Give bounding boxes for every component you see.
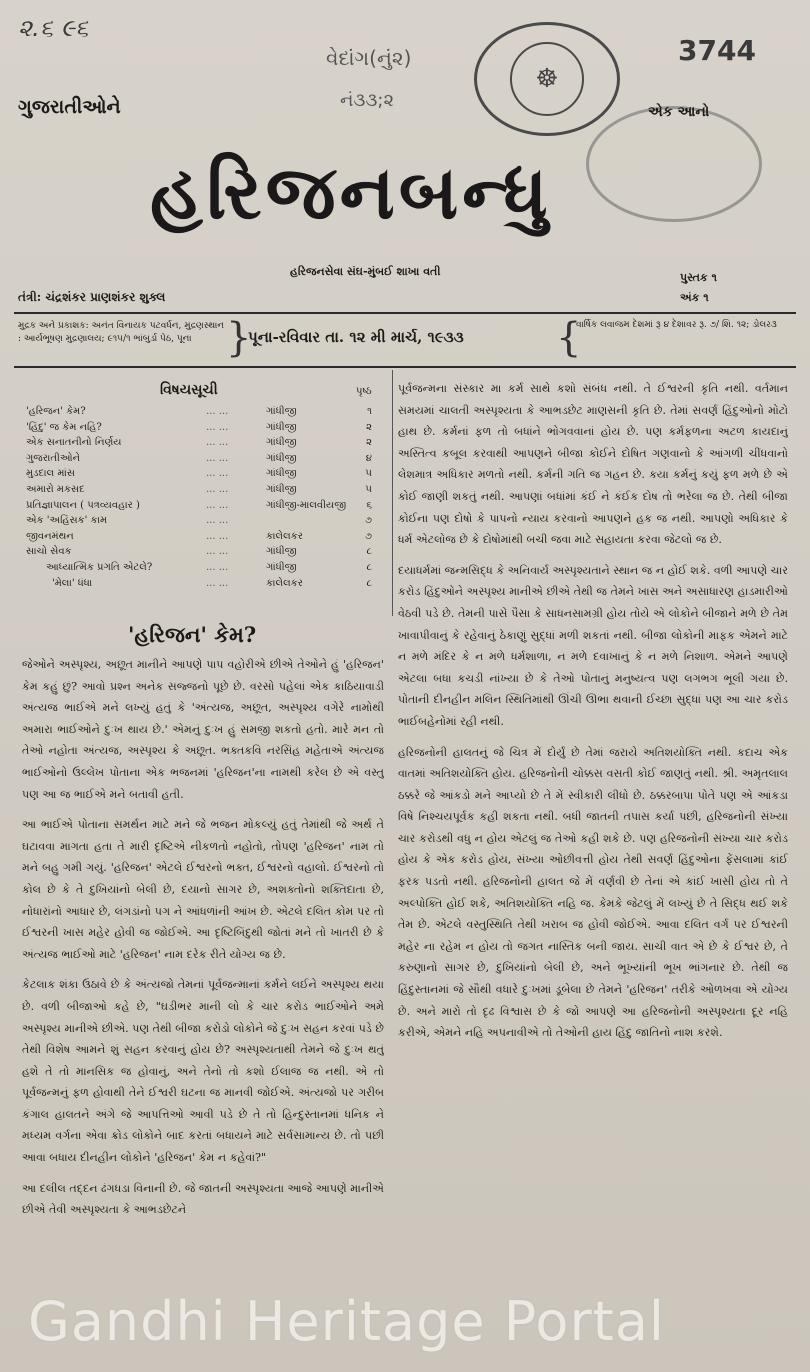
- brace-right: {: [556, 315, 582, 361]
- toc-dots: ... ...: [206, 530, 229, 542]
- toc-row: [26, 498, 372, 514]
- article-paragraph: દયાધર્મમાં જન્મસિદ્ધ કે અનિવાર્ય અસ્પૃશ્યતાને સ્થાન જ ન હોઈ શકે. વળી આપણે ચાર કરોડ હિંદુઓને અસ્પૃશ્ય માનીએ છીએ તેથી જ તેમને ખાસ અને અસાધારણ હાડમારીઓ વેઠવી પડે છે. તેમની પાસે પૈસા કે સાધનસામગ્રી હોય તોયે એ લોકોને બીજાને મળે છે તેમ ખાવાપીવાનું કે રહેવાનું ઠેકાણું સુદ્ધાં મળી શકતાં નથી. બીજા લોકોની માફક એમને માટે ન મળે મંદિર કે ન મળે ધર્મશાળા, ન મળે દવાખાનું કે ન મળે નિશાળ. એમને આપણે એટલા બધા કચડી નાંખ્યા છે કે તેઓ પોતાનું મનુષ્યત્વ પણ લગભગ ભૂલી ગયા છે. પોતાની દીનહીન મલિન સ્થિતિમાંથી ઊંચી ઊભા થવાની ઈચ્છા સુદ્ધાં પણ આ ચાર કરોડ ભાઈબહેનોમાં રહી નથી.: [398, 563, 788, 728]
- watermark: Gandhi Heritage Portal: [28, 1290, 665, 1353]
- toc-author: ગાંધીજી: [266, 546, 297, 558]
- toc-row: [26, 482, 372, 498]
- toc-author: ગાંધીજી: [266, 452, 297, 464]
- toc-author: ગાંધીજી: [266, 437, 297, 449]
- toc-row: [26, 451, 372, 467]
- toc-title: આધ્યાત્મિક પ્રગતિ એટલે?: [46, 561, 153, 573]
- toc-title: એક 'અહિંસક' કામ: [26, 515, 108, 527]
- toc-dots: ... ...: [206, 437, 229, 449]
- toc-heading: વિષયસૂચી: [160, 382, 218, 398]
- toc-row: [26, 466, 372, 482]
- toc-page: ૬: [366, 499, 372, 511]
- column-divider: [392, 370, 393, 616]
- toc-page: ૮: [366, 546, 372, 558]
- toc-title: 'હરિજન' કેમ?: [26, 406, 86, 417]
- toc-dots: ... ...: [206, 546, 229, 558]
- toc-page: ૪: [365, 452, 372, 464]
- article-paragraph: આ દલીલ તદ્દન ઢંગધડા વિનાની છે. જે જાતની અસ્પૃશ્યતા આજે આપણે માનીએ છીએ તેવી અસ્પૃશ્યતા કે આભડછેટને: [22, 1181, 384, 1217]
- toc-page: ૮: [366, 577, 372, 589]
- toc-dots: ... ...: [206, 468, 229, 480]
- handwritten-ref-number: 3744: [678, 34, 756, 67]
- toc-author: ગાંધીજી: [266, 406, 297, 417]
- brace-left: }: [226, 315, 252, 361]
- article-paragraph: પૂર્વજન્મના સંસ્કાર મા કર્મ સાથે કશો સંબંધ નથી. તે ઈશ્વરની કૃતિ નથી. વર્તમાન સમયમાં ચાલતી અસ્પૃશ્યતા કે આભડછેટ માણસની કૃતિ છે. તેમાં સવર્ણ હિંદુઓનો મોટો હાથ છે. કર્મનાં ફળ તો બધાંને ભોગવવાનાં હોય છે. પણ કર્મફળના અટળ કાયદાનું અસ્તિત્વ કબૂલ કરવાથી આપણને બીજા કોઈને દોષિત ગણવાનો કે આંગળી ચીંધવાનો લેશમાત્ર અધિકાર મળતો નથી. કર્મની ગતિ જ ગહન છે. કયા કર્મનું કયું ફળ મળે છે એ કોઈ જાણી શકતું નથી. આપણાં બધાંમાં કંઈ ને કંઈક દોષ તો ભરેલા જ છે. તેથી બીજા કોઈના પણ દોષો કે પાપનો ન્યાય કરવાનો આપણને હક જ નથી. આપણો અધિકાર કે ધર્મ એટલોજ છે કે દોષોમાંથી બચી જવા માટે સહાયતા કરવા જેટલો જ છે.: [398, 382, 788, 547]
- header-rule-bottom: [14, 366, 796, 368]
- toc-page: ૫: [365, 468, 372, 480]
- subscription-info: વાર્ષિક લવાજમ દેશમાં રૂ ૪ દેશાવર રૂ. ૭/ શિ. ૧૨; ડોલર૩: [576, 320, 777, 330]
- toc-author: કાલેલકર: [266, 577, 303, 589]
- toc-dots: ... ...: [206, 499, 229, 511]
- printer-info: મુદ્રક અને પ્રકાશક: અનંત વિનાયક પટવર્ધન, મુદ્રણસ્થાન : આર્યભૂષણ મુદ્રણાલય; ૯૧૫/૧ ભાંબુર્ડા પેઠ, પૂના: [18, 321, 225, 344]
- toc-page: ૨: [366, 421, 372, 433]
- toc-author: ગાંધીજી: [266, 468, 297, 480]
- toc-title: સાચો સેવક: [26, 546, 72, 558]
- dateline: પૂના-રવિવાર તા. ૧૨ મી માર્ચ, ૧૯૩૩: [248, 328, 464, 346]
- article-paragraph: આ ભાઈએ પોતાના સમર્થન માટે મને જે ભજન મોકલ્યું હતું તેમાંથી જે અર્થ તે ઘટાવવા માગતા હતા તે મારી દૃષ્ટિએ નીકળતો નહોતો, તોપણ 'હરિજન' નામ તો મને બહુ ગમી ગયું. 'હરિજન' એટલે ઈશ્વરનો ભક્ત, ઈશ્વરનો વહાલો. ઈશ્વરનો તો કોલ છે કે તે દુખિયાંનો બેલી છે, દયાનો સાગર છે, અશક્તોનો શક્તિદાતા છે, નોધારાંનો આધાર છે, લંગડાંનો પગ ને આંધળાંની આંખ છે. એટલે દલિત કોમ પર તો ઈશ્વરની ખાસ મહેર હોવી જ જોઈએ. આ દૃષ્ટિબિંદુથી જોતાં મને તો ખાતરી છે કે અંત્યજ ભાઈઓ માટે 'હરિજન' નામ દરેક રીતે યોગ્ય જ છે.: [22, 818, 384, 961]
- handwritten-ref-mid-1: વેદાંગ(નું૨): [326, 46, 412, 70]
- toc-title: પ્રતિજ્ઞાપાલન ( પત્રવ્યવહાર ): [26, 499, 140, 511]
- toc-title: 'હિંદુ' જ કેમ નહિ?: [26, 421, 102, 433]
- toc-author: ગાંધીજી-માલવીયજી: [266, 499, 347, 511]
- toc-row: [26, 513, 372, 529]
- toc-row: [26, 560, 372, 576]
- issue-label: અંક ૧: [680, 291, 709, 304]
- toc-row: [26, 529, 372, 545]
- toc-author: કાલેલકર: [266, 530, 303, 542]
- article-paragraph: જેઓને અસ્પૃશ્ય, અછૂત માનીને આપણે પાપ વહોરીએ છીએ તેઓને હું 'હરિજન' કેમ કહું છું? આવો પ્રશ્ન અનેક સજ્જનો પૂછે છે. વરસો પહેલાં એક કાઠિયાવાડી અંત્યજ ભાઈએ મને લખ્યું હતું કે 'અંત્યજ, અછૂત, અસ્પૃશ્ય વગેરે નામોથી અમારા ભાઈઓને દુઃખ થાય છે.' એમનું દુઃખ હું સમજી શકતો હતો. મારે મન તો તેઓ નહોતા અંત્યજ, અસ્પૃશ્ય કે અછૂત. ભક્તકવિ નરસિંહ મહેતાએ અંત્યજ ભાઈઓનો ઉલ્લેખ પોતાના એક ભજનમાં 'હરિજન'ના નામથી કરેલ છે એ વસ્તુ પણ આ જ ભાઈએ મને બતાવી હતી.: [22, 658, 384, 801]
- masthead-title: હરિજનબન્ધુ: [150, 150, 552, 236]
- article-left-column: [22, 654, 384, 1286]
- toc-page: ૫: [365, 483, 372, 495]
- article-right-column: [398, 378, 788, 1286]
- toc-row: [26, 435, 372, 451]
- toc-title: અમારો મકસદ: [26, 483, 85, 495]
- toc-dots: ... ...: [206, 421, 229, 433]
- toc-page: ૧: [367, 406, 372, 417]
- toc-row: [26, 544, 372, 560]
- article-paragraph: કેટલાક શંકા ઉઠાવે છે કે અંત્યજો તેમનાં પૂર્વજન્માનાં કર્મને લઈને અસ્પૃશ્ય થયા છે. વળી બીજાઓ કહે છે, "ઘડીભર માની લો કે ચાર કરોડ ભાઈઓને અમે અસ્પૃશ્ય માનીએ છીએ. પણ તેથી બીજા કરોડો લોકોને જે દુઃખ સહન કરવાં પડે છે તેથી વિશેષ આમને શું સહન કરવાનું હોય છે? અસ્પૃશ્યતાથી તેમને જે દુઃખ થતું હશે તે તો માનસિક જ હોવાનું, અને તેનો તો કશો ઈલાજ જ નથી. એ તો પૂર્વજન્મનું ફળ હોવાથી તેને ઈશ્વરી ઘટના જ માનવી જોઈએ. અંત્યજો પર ગરીબ કંગાલ હાલતને અંગે જે આપત્તિઓ આવી પડે છે તે તો હિન્દુસ્તાનમાં ધનિક ને મધ્યમ વર્ગના એવા ક્રોડ લોકોને બાદ કરતાં બધાયને માટે સર્વસામાન્ય છે. તો પછી આવા બધાય દીનહીન લોકોને 'હરિજન' કેમ ન કહેવાં?": [22, 978, 384, 1165]
- editor-line: તંત્રી: ચંદ્રશંકર પ્રાણશંકર શુક્લ: [18, 290, 166, 304]
- toc-title: એક સનાતનીનો નિર્ણય: [26, 437, 122, 449]
- volume-label: પુસ્તક ૧: [680, 271, 717, 284]
- toc-row: [26, 576, 372, 592]
- stamp-emblem-icon: ☸: [510, 42, 584, 116]
- library-stamp: [474, 22, 620, 136]
- article-title: 'હરિજન' કેમ?: [128, 622, 257, 647]
- toc-author: ગાંધીજી: [266, 561, 297, 573]
- toc-row: [26, 420, 372, 436]
- toc-dots: ... ...: [206, 452, 229, 464]
- toc-page-header: પૃષ્ઠ: [356, 386, 372, 397]
- volume-issue: [680, 268, 717, 308]
- toc-dots: ... ...: [206, 561, 229, 573]
- toc-dots: ... ...: [206, 577, 229, 589]
- toc-dots: ... ...: [206, 483, 229, 495]
- masthead-subtitle: હરિજનસેવા સંઘ-મુંબઈ શાખા વતી: [290, 265, 441, 278]
- handwritten-ref-mid-2: નં૩૩;૨: [340, 90, 395, 111]
- toc-page: ૨: [366, 437, 372, 449]
- toc-title: ગુજરાતીઓને: [26, 452, 81, 464]
- toc-page: ૭: [365, 530, 372, 542]
- handwritten-ref-left: ૨.૬ ૯૬: [18, 14, 89, 42]
- header-price: એક આનો: [648, 104, 710, 120]
- toc-title: 'મેલા' ધંધા: [52, 577, 93, 589]
- header-rule-top: [14, 312, 796, 314]
- toc-page: ૭: [365, 515, 372, 527]
- toc-title: જીવનમંથન: [26, 530, 74, 542]
- table-of-contents: [26, 404, 372, 591]
- toc-dots: ... ...: [206, 406, 229, 417]
- toc-author: ગાંધીજી: [266, 421, 297, 433]
- article-paragraph: હરિજનોની હાલતનું જે ચિત્ર મેં દોર્યું છે તેમાં જરાયે અતિશયોક્તિ નથી. કદાચ એક વાતમાં અતિશયોક્તિ હોય. હરિજનોની ચોક્કસ વસતી કોઈ જાણતું નથી. શ્રી. અમૃતલાલ ઠક્કરે જે આંકડો મને આપ્યો છે તે મેં સ્વીકારી લીધો છે. ઠક્કરબાપા પોતે પણ એ આંકડા વિષે નિશ્ચયપૂર્વક કહી શકતા નથી. બધી જાતની તપાસ કર્યા પછી, હરિજનોની સંખ્યા ચાર કરોડથી વધુ ન હોય એટલું જ તેઓ કહી શકે છે. પણ હરિજનોની સંખ્યા ચાર કરોડ હોય કે એક કરોડ હોય, સંખ્યા ઓછીવત્તી હોય તેથી સવર્ણ હિંદુઓના ફેંસલામાં કાંઈ ફરક પડતો નથી. હરિજનોની હાલત જે મેં વર્ણવી છે તેનાં એ કાંઈ ખાસી હોય તો તે અલ્પોક્તિ હોઈ શકે, અતિશયોક્તિ નહિ જ. કેમકે જેટલું મેં લખ્યું છે તે સિદ્ધ થઈ શકે તેમ છે. એટલે વસ્તુસ્થિતિ તેથી ખરાબ જ હોવી જોઈએ. આવા દલિત વર્ગ પર ઈશ્વરની મહેર ના રહેમ ન હોય તો જગત નાસ્તિક બની જાય. સાચી વાત એ છે કે ઈશ્વર છે, તે કરુણાનો સાગર છે, દુખિયાંનો બેલી છે, અને ભૂખ્યાંની ભૂખ ભાંગનાર છે. તેથી જ હિંદુસ્તાનમાં જે સૌથી વધારે દુઃખમાં ડૂબેલા છે તેમને 'હરિજન' તરીકે ઓળખવા એ યોગ્ય છે. અને મારો તો દૃઢ વિશ્વાસ છે કે જો આપણે આ હરિજનોની અસ્પૃશ્યતા દૂર નહિ કરીએ, એમને નહિ અપનાવીએ તો તેઓની હાય હિંદુ જાતિનો નાશ કરશે.: [398, 745, 788, 1040]
- toc-page: ૮: [366, 561, 372, 573]
- toc-author: ગાંધીજી: [266, 483, 297, 495]
- header-tagline: ગુજરાતીઓને: [18, 96, 121, 118]
- toc-author: [266, 513, 358, 529]
- toc-title: મુડદાલ માંસ: [26, 468, 75, 480]
- toc-dots: ... ...: [206, 515, 229, 527]
- toc-row: [26, 404, 372, 420]
